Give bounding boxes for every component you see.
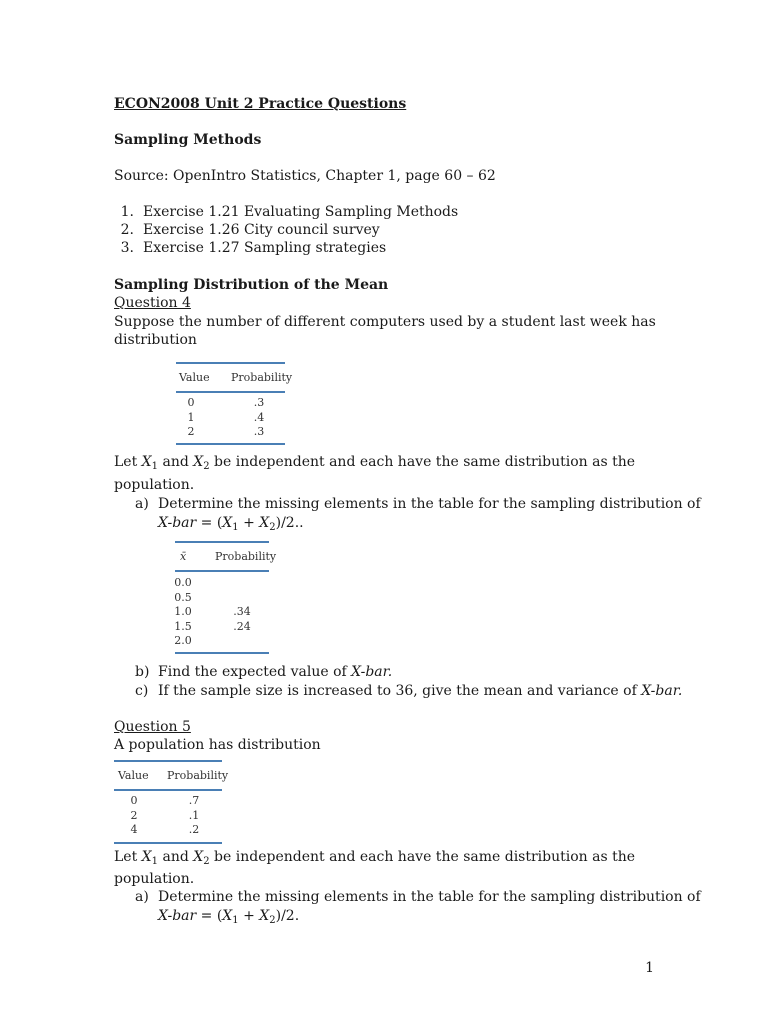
- formula-suffix: /2.: [281, 908, 300, 924]
- question-4-part-a-label: a): [135, 496, 149, 512]
- section-heading-sampling-methods: Sampling Methods: [114, 132, 262, 148]
- table-cell: [231, 591, 253, 606]
- question-4-part-a-text: Determine the missing elements in the table for the sampling distribution of: [158, 496, 701, 512]
- table-rule-top: [175, 541, 269, 543]
- table-header-xbar: x̄: [180, 550, 187, 563]
- table-cell: .2: [188, 823, 200, 836]
- table-column-probabilities: [184, 794, 204, 838]
- page-number: 1: [645, 960, 654, 976]
- table-cell: 4: [130, 823, 138, 836]
- table-rule-bottom: [114, 842, 222, 844]
- table-cell: .4: [253, 410, 265, 424]
- question-4-part-c: [158, 682, 682, 700]
- table-cell: 1.5: [174, 619, 192, 633]
- table-column-values: [183, 396, 199, 440]
- table-cell: 2: [187, 425, 195, 438]
- table-cell: .24: [233, 619, 251, 633]
- question-4-population: population.: [114, 477, 195, 493]
- table-cell: 1.0: [174, 605, 192, 618]
- document-title: ECON2008 Unit 2 Practice Questions: [114, 96, 407, 112]
- question-4-heading: Question 4: [114, 295, 191, 311]
- exercise-list-item: [114, 221, 380, 239]
- question-5-part-a-formula: $X-bar = (X_1 + X_2)/2$.: [158, 908, 300, 926]
- table-rule-bottom: [176, 443, 285, 445]
- part-c-text: If the sample size is increased to 36, give the mean and variance of: [158, 683, 637, 699]
- question-4-part-c-label: c): [135, 683, 149, 699]
- table-rule-mid: [176, 391, 285, 393]
- table-header-probability: Probability: [215, 550, 277, 563]
- table-rule-mid: [114, 789, 222, 791]
- table-cell: .1: [188, 808, 200, 822]
- x-bar-label: X-bar.: [641, 683, 683, 699]
- table-cell: .3: [253, 396, 265, 409]
- question-4-part-b-label: b): [135, 664, 150, 680]
- table-header-probability: Probability: [231, 371, 293, 384]
- table-cell: 2.0: [174, 634, 192, 647]
- list-item-text: Exercise 1.26 City council survey: [143, 222, 380, 238]
- table-cell: 2: [130, 808, 138, 822]
- section-heading-sampling-distribution: Sampling Distribution of the Mean: [114, 277, 389, 293]
- list-number: 3.: [120, 240, 134, 256]
- question-4-let-statement: Let $X_1$ and $X_2$ be independent and each have the same distribution as the: [114, 454, 636, 472]
- table-cell: 0.0: [174, 576, 192, 589]
- table-rule-top: [176, 362, 285, 364]
- list-item-text: Exercise 1.27 Sampling strategies: [143, 240, 387, 256]
- question-5-part-a-text: Determine the missing elements in the table for the sampling distribution of: [158, 889, 701, 905]
- list-item-text: Exercise 1.21 Evaluating Sampling Methods: [143, 204, 459, 220]
- table-column-xbar: [174, 576, 192, 649]
- x-bar-label: X-bar: [158, 908, 197, 924]
- table-rule-mid: [175, 570, 269, 572]
- table-cell: 0.5: [174, 590, 192, 604]
- table-rule-top: [114, 760, 222, 762]
- table-cell: 1: [187, 410, 195, 424]
- table-column-probabilities: [231, 576, 253, 649]
- list-number: 2.: [120, 222, 134, 238]
- part-b-text: Find the expected value of: [158, 664, 347, 680]
- table-column-probabilities: [249, 396, 269, 440]
- exercise-list-item: [114, 203, 458, 221]
- table-cell: 0: [130, 794, 138, 807]
- let-text: be independent and each have the same distribution as the: [214, 454, 636, 470]
- table-cell: .3: [253, 425, 265, 438]
- formula-suffix: /2..: [281, 515, 304, 531]
- table-header-value: Value: [118, 769, 149, 782]
- question-5-let-statement: Let $X_1$ and $X_2$ be independent and each have the same distribution as the: [114, 849, 636, 867]
- x-bar-label: X-bar.: [351, 664, 393, 680]
- table-rule-bottom: [175, 652, 269, 654]
- question-5-population: population.: [114, 871, 195, 887]
- table-header-probability: Probability: [167, 769, 229, 782]
- question-4-part-a-formula: $X-bar = (X_1 + X_2)/2$..: [158, 515, 304, 533]
- let-text: be independent and each have the same distribution as the: [214, 849, 636, 865]
- source-line: Source: OpenIntro Statistics, Chapter 1, page 60 – 62: [114, 168, 496, 184]
- table-header-value: Value: [179, 371, 210, 384]
- table-cell: .34: [233, 605, 251, 618]
- table-column-values: [126, 794, 142, 838]
- table-cell: .7: [188, 794, 200, 807]
- question-5-intro: A population has distribution: [114, 737, 321, 753]
- question-4-intro-line-2: distribution: [114, 332, 197, 348]
- table-cell: [231, 576, 253, 591]
- question-5-part-a-label: a): [135, 889, 149, 905]
- question-5-heading: Question 5: [114, 719, 191, 735]
- question-4-part-b: [158, 663, 392, 681]
- table-cell: 0: [187, 396, 195, 409]
- question-4-intro-line-1: Suppose the number of different computers used by a student last week has: [114, 314, 656, 330]
- list-number: 1.: [120, 204, 134, 220]
- exercise-list-item: [114, 239, 386, 257]
- x-bar-label: X-bar: [158, 515, 197, 531]
- table-cell: [231, 634, 253, 649]
